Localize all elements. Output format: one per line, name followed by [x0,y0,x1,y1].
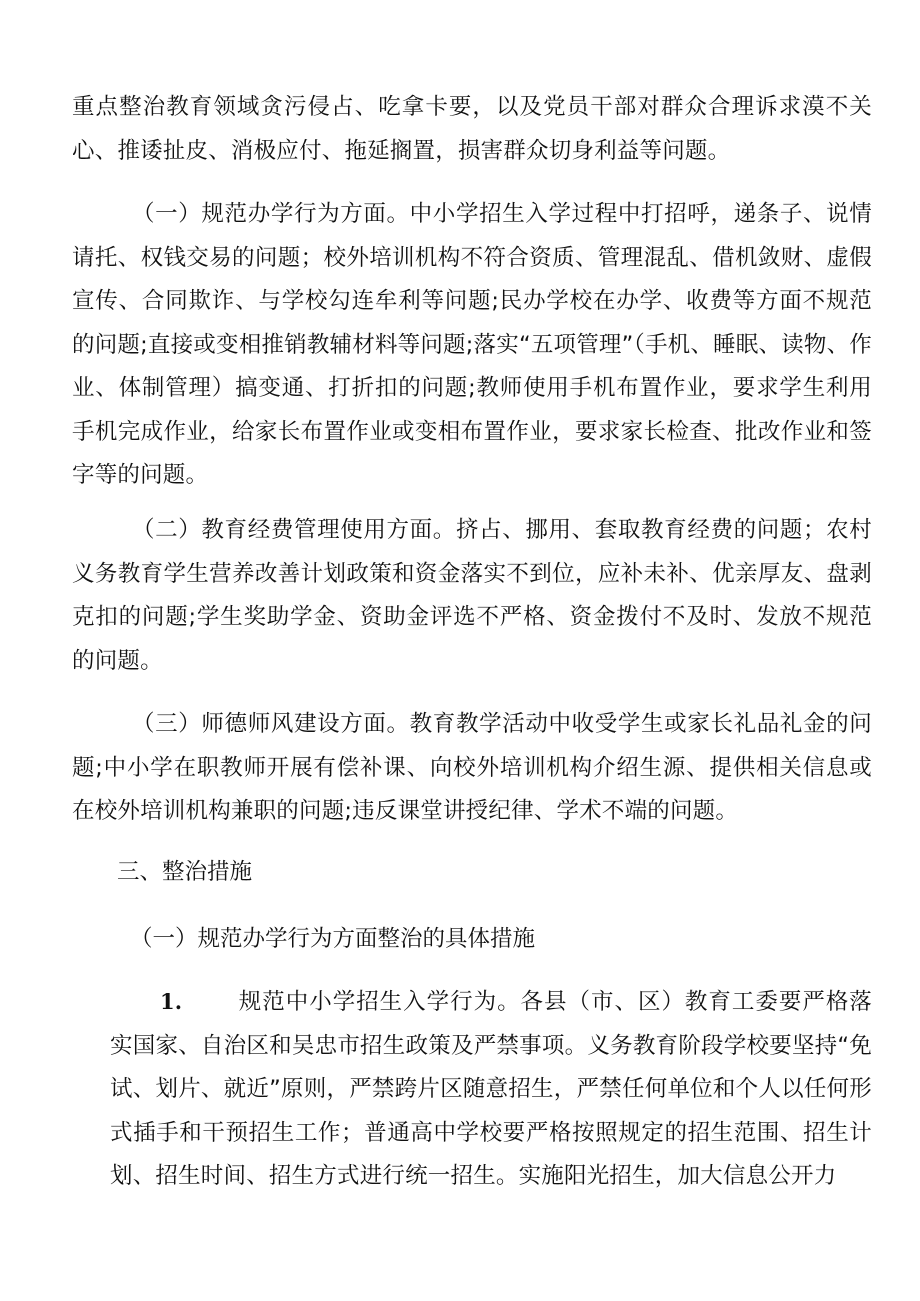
subsection-heading-school-conduct-measures: （一）规范办学行为方面整治的具体措施 [130,926,536,952]
item-number-marker: 1. [160,989,183,1014]
paragraph-education-funds: （二）教育经费管理使用方面。挤占、挪用、套取教育经费的问题；农村义务教育学生营养改善计划政策和资金落实不到位，应补未补、优亲厚友、盘剥克扣的问题;学生奖助学金、资助金评选不严格、资金拨付不及时、发放不规范的问题。 [72,517,872,674]
item-1-text: 规范中小学招生入学行为。各县（市、区）教育工委要严格落实国家、自治区和吴忠市招生政策及严禁事项。义务教育阶段学校要坚持“免试、划片、就近”原则，严禁跨片区随意招生，严禁任何单位和个人以任何形式插手和干预招生工作；普通高中学校要严格按照规定的招生范围、招生计划、招生时间、招生方式进行统一招生。实施阳光招生，加大信息公开力 [110,989,872,1189]
paragraph-teacher-ethics: （三）师德师风建设方面。教育教学活动中收受学生或家长礼品礼金的问题;中小学在职教师开展有偿补课、向校外培训机构介绍生源、提供相关信息或在校外培训机构兼职的问题;违反课堂讲授纪律、学术不端的问题。 [72,711,872,824]
numbered-item-1 [110,980,872,1199]
section-heading-measures: 三、整治措施 [117,859,253,885]
paragraph-intro-continuation: 重点整治教育领域贪污侵占、吃拿卡要，以及党员干部对群众合理诉求漠不关心、推诿扯皮、消极应付、拖延搁置，损害群众切身利益等问题。 [72,94,872,164]
paragraph-school-conduct: （一）规范办学行为方面。中小学招生入学过程中打招呼，递条子、说情请托、权钱交易的问题；校外培训机构不符合资质、管理混乱、借机敛财、虚假宣传、合同欺诈、与学校勾连牟利等问题;民办学校在办学、收费等方面不规范的问题;直接或变相推销教辅材料等问题;落实“五项管理”（手机、睡眠、读物、作业、体制管理）搞变通、打折扣的问题;教师使用手机布置作业，要求学生利用手机完成作业，给家长布置作业或变相布置作业，要求家长检查、批改作业和签字等的问题。 [72,201,872,488]
